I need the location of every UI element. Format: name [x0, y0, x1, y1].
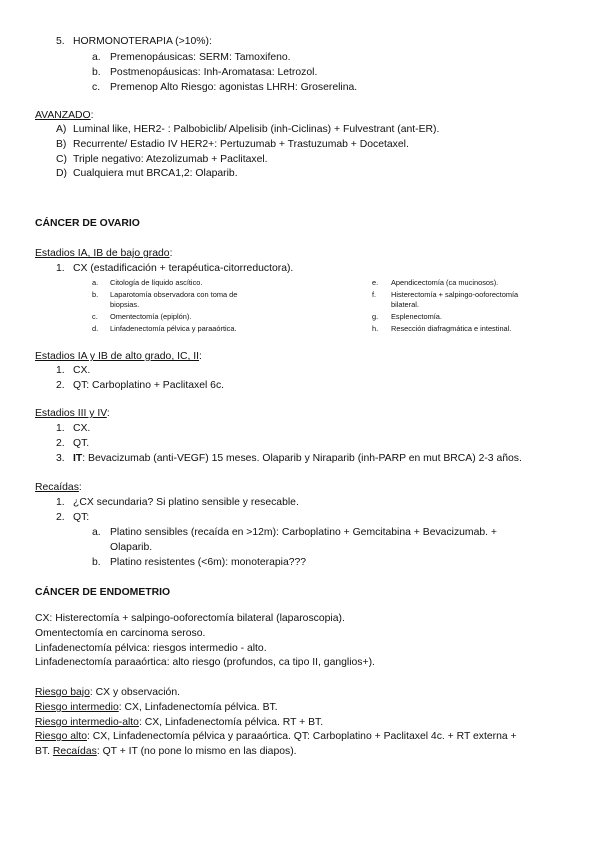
list-item: Platino sensibles (recaída en >12m): Carboplatino + Gemcitabina + Bevacizumab. + — [110, 527, 497, 538]
list-item: CX. — [73, 423, 91, 434]
paragraph-line: CX: Histerectomía + salpingo-ooforectomía bilateral (laparoscopia). — [35, 613, 345, 624]
list-marker: b. — [92, 557, 101, 568]
list-number: 2. — [56, 438, 65, 449]
recaidas-line — [35, 746, 297, 758]
list-marker: a. — [92, 278, 99, 287]
list-item: QT. — [73, 438, 90, 449]
list-marker: a. — [92, 52, 101, 63]
list-item: Premenop Alto Riesgo: agonistas LHRH: Groserelina. — [110, 82, 358, 93]
recaidas-label: Recaídas — [52, 746, 97, 757]
riesgo-label: Riesgo intermedio — [35, 702, 119, 713]
list-number: 1. — [56, 423, 65, 434]
list-number: 1. — [56, 263, 65, 274]
list-marker: D) — [56, 168, 67, 179]
heading-colon: : — [199, 351, 202, 362]
list-item: Linfadenectomía pélvica y paraaórtica. — [110, 324, 237, 333]
riesgo-line — [35, 687, 180, 699]
list-item: CX (estadificación + terapéutica-citorreductora). — [73, 263, 294, 274]
hormonoterapia-heading: HORMONOTERAPIA (>10%): — [73, 36, 212, 47]
riesgo-line — [35, 702, 278, 714]
recaidas-heading — [35, 482, 82, 494]
riesgo-label: Riesgo intermedio-alto — [35, 717, 139, 728]
list-item-continuation: bilateral. — [391, 300, 419, 309]
estadios-iii-iv-heading — [35, 408, 110, 420]
it-label: IT — [73, 453, 83, 464]
list-number: 1. — [56, 497, 65, 508]
list-marker: d. — [92, 324, 99, 333]
list-item: Premenopáusicas: SERM: Tamoxifeno. — [110, 52, 291, 63]
list-item: Triple negativo: Atezolizumab + Paclitaxel. — [73, 154, 268, 165]
list-item: ¿CX secundaria? Si platino sensible y resecable. — [73, 497, 299, 508]
avanzado-heading-text: AVANZADO — [35, 110, 91, 121]
paragraph-line: Omentectomía en carcinoma seroso. — [35, 628, 206, 639]
list-number: 5. — [56, 36, 65, 47]
list-marker: g. — [372, 312, 379, 321]
estadios-iii-iv-heading-text: Estadios III y IV — [35, 408, 107, 419]
list-item-continuation: Olaparib. — [110, 542, 153, 553]
riesgo-text: : CX, Linfadenectomía pélvica y paraaórtica. QT: Carboplatino + Paclitaxel 4c. + RT externa + — [86, 731, 517, 742]
list-item: CX. — [73, 365, 91, 376]
list-number: 1. — [56, 365, 65, 376]
endometrio-title: CÁNCER DE ENDOMETRIO — [35, 587, 171, 598]
list-item: Histerectomía + salpingo-ooforectomía — [391, 290, 519, 299]
recaidas-text: : QT + IT (no pone lo mismo en las diapos). — [96, 746, 297, 757]
list-marker: c. — [92, 82, 101, 93]
heading-colon: : — [90, 110, 94, 121]
riesgo-line — [35, 717, 323, 729]
list-item: Esplenectomía. — [391, 312, 442, 321]
estadios-alto-heading-text: Estadios IA y IB de alto grado, IC, II — [35, 351, 200, 362]
estadios-bajo-heading-text: Estadios IA, IB de bajo grado — [35, 248, 170, 259]
riesgo-line — [35, 731, 517, 743]
list-marker: h. — [372, 324, 379, 333]
list-marker: b. — [92, 67, 101, 78]
list-item: Postmenopáusicas: Inh-Aromatasa: Letrozol. — [110, 67, 318, 78]
it-text: : Bevacizumab (anti-VEGF) 15 meses. Olaparib y Niraparib (inh-PARP en mut BRCA) 2-3 años. — [82, 453, 522, 464]
list-number: 2. — [56, 512, 65, 523]
avanzado-heading — [35, 110, 94, 122]
list-item — [73, 453, 522, 465]
recaidas-heading-text: Recaídas — [35, 482, 79, 493]
list-number: 3. — [56, 453, 65, 464]
riesgo-text: : CX, Linfadenectomía pélvica. RT + BT. — [138, 717, 324, 728]
heading-colon: : — [106, 408, 110, 419]
paragraph-line: Linfadenectomía pélvica: riesgos intermedio - alto. — [35, 643, 267, 654]
list-item: Apendicectomía (ca mucinosos). — [391, 278, 499, 287]
list-marker: C) — [56, 154, 67, 165]
heading-colon: : — [169, 248, 173, 259]
list-item: Resección diafragmática e intestinal. — [391, 324, 512, 333]
list-item: QT: Carboplatino + Paclitaxel 6c. — [73, 380, 225, 391]
list-marker: B) — [56, 139, 67, 150]
list-marker: b. — [92, 290, 99, 299]
riesgo-text: : CX, Linfadenectomía pélvica. BT. — [118, 702, 278, 713]
list-marker: e. — [372, 278, 379, 287]
list-item: Recurrente/ Estadio IV HER2+: Pertuzumab + Trastuzumab + Docetaxel. — [73, 139, 409, 150]
list-item-continuation: biopsias. — [110, 300, 140, 309]
riesgo-label: Riesgo bajo — [35, 687, 90, 698]
estadios-alto-heading — [35, 351, 202, 363]
list-marker: c. — [92, 312, 98, 321]
list-item: Luminal like, HER2- : Palbobiclib/ Alpelisib (inh-Ciclinas) + Fulvestrant (ant-ER). — [73, 124, 440, 135]
list-item: Platino resistentes (<6m): monoterapia??? — [110, 557, 307, 568]
list-marker: f. — [372, 290, 377, 299]
riesgo-text: : CX y observación. — [89, 687, 180, 698]
list-item: Citología de líquido ascítico. — [110, 278, 203, 287]
list-item: Cualquiera mut BRCA1,2: Olaparib. — [73, 168, 238, 179]
paragraph-line: Linfadenectomía paraaórtica: alto riesgo (profundos, ca tipo II, ganglios+). — [35, 657, 375, 668]
list-marker: a. — [92, 527, 101, 538]
continuation-text: BT. — [35, 746, 53, 757]
heading-colon: : — [78, 482, 82, 493]
list-item: Omentectomía (epiplón). — [110, 312, 192, 321]
list-item: QT: — [73, 512, 90, 523]
list-number: 2. — [56, 380, 65, 391]
list-marker: A) — [56, 124, 67, 135]
ovario-title: CÁNCER DE OVARIO — [35, 218, 140, 229]
list-item: Laparotomía observadora con toma de — [110, 290, 238, 299]
estadios-bajo-heading — [35, 248, 172, 260]
riesgo-label: Riesgo alto — [35, 731, 87, 742]
